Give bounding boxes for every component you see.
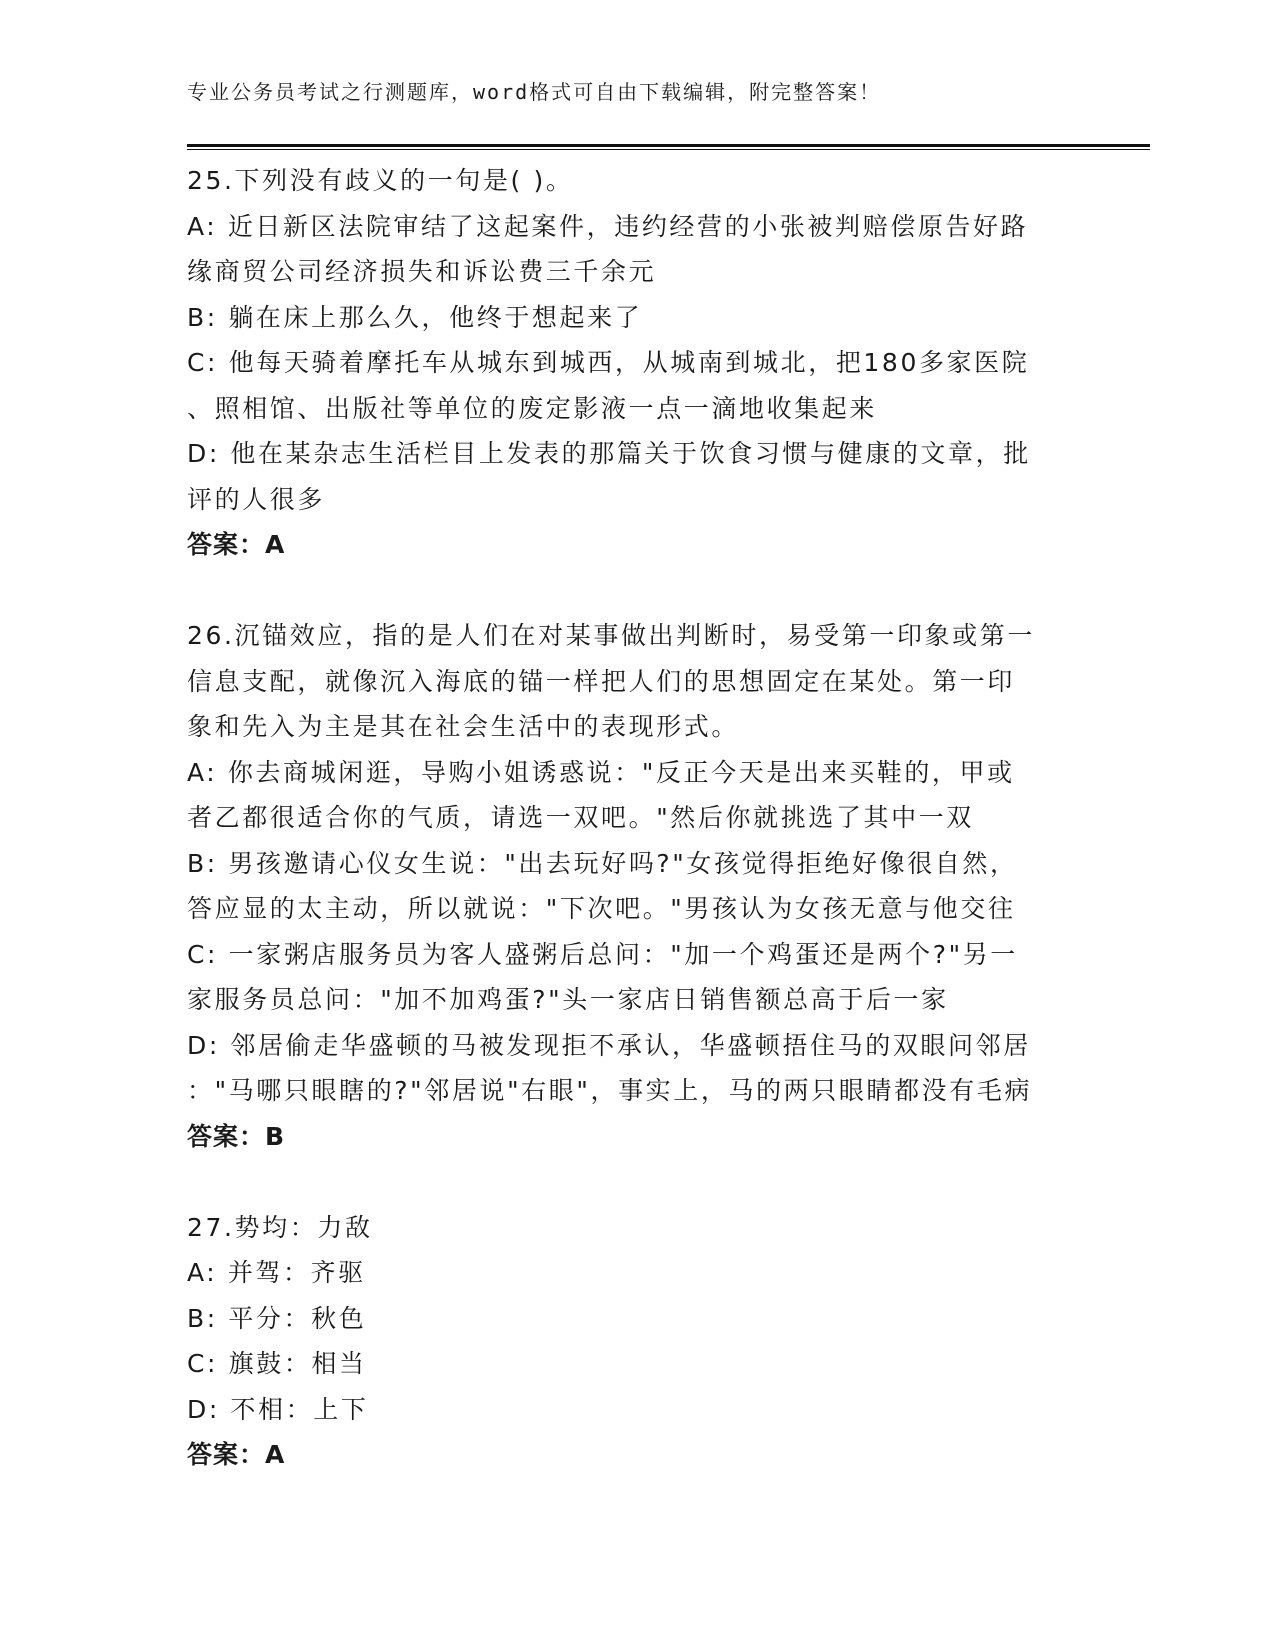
question-line: 评的人很多 bbox=[187, 484, 326, 514]
question-line: B: 男孩邀请心仪女生说："出去玩好吗?"女孩觉得拒绝好像很自然， bbox=[187, 848, 1018, 878]
page-header: 专业公务员考试之行测题库，word格式可自由下载编辑，附完整答案！ bbox=[187, 80, 882, 104]
question-line: 26.沉锚效应，指的是人们在对某事做出判断时，易受第一印象或第一 bbox=[187, 621, 1035, 650]
answer-label: 答案：A bbox=[187, 1440, 286, 1469]
question-line: B: 躺在床上那么久，他终于想起来了 bbox=[187, 302, 643, 332]
question-26 bbox=[187, 613, 1087, 1159]
question-line: 、照相馆、出版社等单位的废定影液一点一滴地收集起来 bbox=[187, 393, 878, 423]
question-line: A: 近日新区法院审结了这起案件，违约经营的小张被判赔偿原告好路 bbox=[187, 211, 1029, 241]
question-gap bbox=[187, 568, 1087, 614]
question-line: 27.势均：力敌 bbox=[187, 1212, 373, 1242]
question-line: 家服务员总问："加不加鸡蛋?"头一家店日销售额总高于后一家 bbox=[187, 985, 949, 1014]
question-line: D: 邻居偷走华盛顿的马被发现拒不承认，华盛顿捂住马的双眼问邻居 bbox=[187, 1030, 1031, 1060]
answer-label: 答案：B bbox=[187, 1121, 286, 1151]
question-line: 者乙都很适合你的气质，请选一双吧。"然后你就挑选了其中一双 bbox=[187, 803, 974, 832]
question-line: C: 旗鼓：相当 bbox=[187, 1349, 367, 1378]
question-line: 象和先入为主是其在社会生活中的表现形式。 bbox=[187, 712, 740, 741]
header-rule-thin bbox=[187, 149, 1150, 150]
question-27 bbox=[187, 1205, 1087, 1478]
question-line: C: 他每天骑着摩托车从城东到城西，从城南到城北，把180多家医院 bbox=[187, 348, 1030, 377]
question-line: 25.下列没有歧义的一句是( )。 bbox=[187, 166, 574, 195]
question-line: 答应显的太主动，所以就说："下次吧。"男孩认为女孩无意与他交往 bbox=[187, 894, 1016, 923]
question-line: D: 他在某杂志生活栏目上发表的那篇关于饮食习惯与健康的文章，批 bbox=[187, 439, 1031, 468]
question-list bbox=[187, 158, 1087, 1478]
header-rule-thick bbox=[187, 144, 1150, 147]
question-line: ："马哪只眼瞎的?"邻居说"右眼"，事实上，马的两只眼睛都没有毛病 bbox=[187, 1076, 1033, 1105]
question-line: B: 平分：秋色 bbox=[187, 1303, 367, 1333]
question-25 bbox=[187, 158, 1087, 568]
question-line: A: 你去商城闲逛，导购小姐诱惑说："反正今天是出来买鞋的，甲或 bbox=[187, 757, 1015, 787]
question-gap bbox=[187, 1159, 1087, 1205]
question-line: 信息支配，就像沉入海底的锚一样把人们的思想固定在某处。第一印 bbox=[187, 666, 1016, 696]
answer-label: 答案：A bbox=[187, 530, 286, 559]
question-line: C: 一家粥店服务员为客人盛粥后总问："加一个鸡蛋还是两个?"另一 bbox=[187, 939, 1018, 969]
question-line: D: 不相：上下 bbox=[187, 1394, 369, 1424]
question-line: A: 并驾：齐驱 bbox=[187, 1258, 366, 1287]
question-line: 缘商贸公司经济损失和诉讼费三千余元 bbox=[187, 257, 657, 286]
